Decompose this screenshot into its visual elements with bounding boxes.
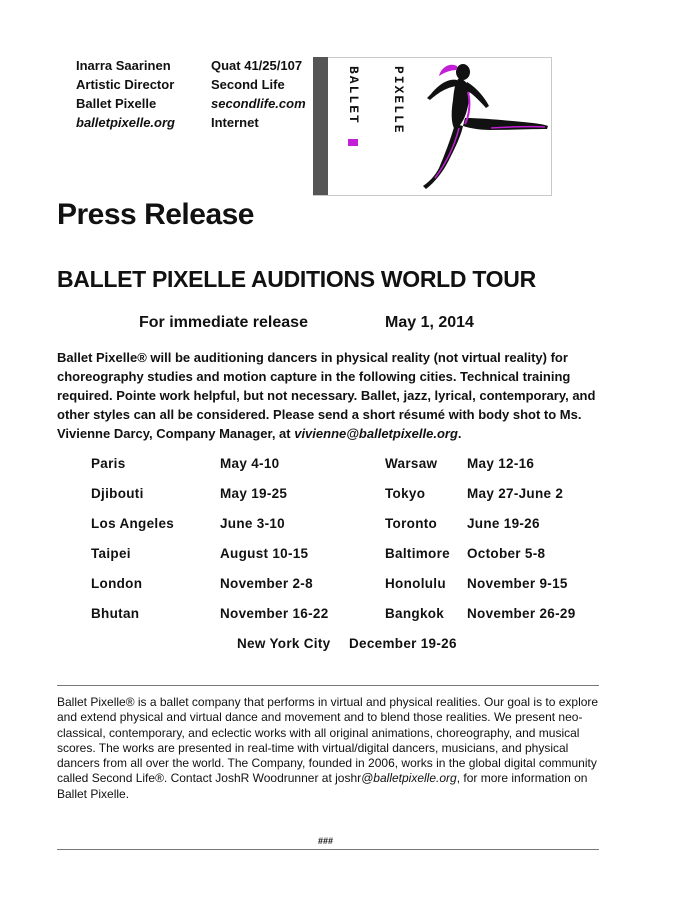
logo-side-bar — [313, 57, 328, 195]
tour-city: Baltimore — [385, 546, 450, 561]
tour-date: May 12-16 — [467, 456, 535, 471]
about-end: , for more information on Ballet Pixelle. — [57, 771, 588, 801]
tour-date: May 27-June 2 — [467, 486, 564, 501]
tour-city: Los Angeles — [91, 516, 175, 531]
divider-top — [57, 685, 599, 686]
tour-date: August 10-15 — [220, 546, 309, 561]
contact-company: Ballet Pixelle — [76, 96, 157, 111]
tour-date: November 9-15 — [467, 576, 568, 591]
contact-name: Inarra Saarinen — [76, 58, 171, 73]
tour-city: Toronto — [385, 516, 438, 531]
tour-city: Taipei — [91, 546, 131, 561]
contact-medium: Internet — [211, 115, 259, 130]
contact-platform-link[interactable]: secondlife.com — [211, 96, 306, 111]
contact-platform: Second Life — [211, 77, 285, 92]
divider-bottom — [57, 849, 599, 850]
document-title: Press Release — [57, 198, 254, 231]
tour-date: May 4-10 — [220, 456, 280, 471]
about-paragraph — [57, 695, 602, 802]
manager-email-link[interactable]: vivienne@balletpixelle.org — [294, 426, 458, 441]
contact-block-right — [211, 56, 306, 132]
tour-date: October 5-8 — [467, 546, 546, 561]
tour-date: November 2-8 — [220, 576, 313, 591]
intro-end: . — [457, 426, 462, 441]
tour-date: November 16-22 — [220, 606, 329, 621]
tour-city: Tokyo — [385, 486, 426, 501]
logo-accent-mark — [348, 139, 358, 146]
logo-word-ballet: BALLET — [346, 66, 361, 125]
tour-final-city: New York City — [237, 636, 331, 651]
tour-city: Bhutan — [91, 606, 140, 621]
release-label: For immediate release — [139, 314, 308, 331]
contact-email-link[interactable]: @balletpixelle.org — [361, 771, 457, 786]
tour-city: Djibouti — [91, 486, 144, 501]
tour-city: Paris — [91, 456, 126, 471]
dancer-leaping-icon — [405, 58, 550, 193]
tour-date: June 19-26 — [467, 516, 540, 531]
tour-date: May 19-25 — [220, 486, 288, 501]
about-text: Ballet Pixelle® is a ballet company that performs in virtual and physical realities. Our goal is to explore and extend physical and virtual dance and movement and to blend those realities. We present neo-classical, contemporary, and eclectic works with all original animations, choreography, and musical scores. The works are presented in real-time with virtual/digital dancers, musicians, and physical dancers from all over the world. The Company, founded in 2006, works in the global digital community called Second Life®. Contact JoshR Woodrunner at joshr — [57, 695, 599, 786]
intro-paragraph — [57, 348, 617, 443]
logo-word-pixelle: PIXELLE — [391, 66, 406, 135]
intro-text: Ballet Pixelle® will be auditioning dancers in physical reality (not virtual reality) for choreography studies and motion capture in the following cities. Technical training required. Pointe work helpful, but not necessary. Ballet, jazz, lyrical, contemporary, and other styles can all be considered. Please send a short résumé with body shot to Ms. Vivienne Darcy, Company Manager, at — [57, 350, 596, 441]
tour-city: Bangkok — [385, 606, 445, 621]
tour-city: Warsaw — [385, 456, 438, 471]
tour-final-date: December 19-26 — [349, 636, 457, 651]
contact-role: Artistic Director — [76, 77, 175, 92]
contact-block-left — [76, 56, 175, 132]
tour-date: November 26-29 — [467, 606, 576, 621]
contact-website-link[interactable]: balletpixelle.org — [76, 115, 175, 130]
tour-city: London — [91, 576, 143, 591]
release-date: May 1, 2014 — [385, 314, 474, 331]
tour-city: Honolulu — [385, 576, 446, 591]
tour-date: June 3-10 — [220, 516, 285, 531]
contact-location: Quat 41/25/107 — [211, 58, 303, 73]
end-mark: ### — [318, 836, 334, 846]
press-headline: BALLET PIXELLE AUDITIONS WORLD TOUR — [57, 266, 536, 292]
